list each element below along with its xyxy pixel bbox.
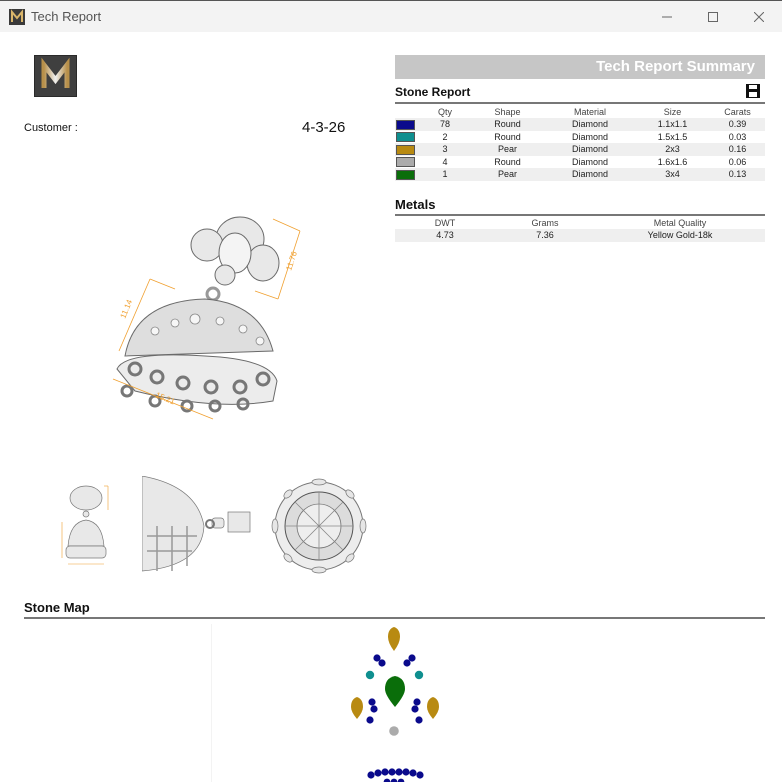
col-header-carats: Carats [724, 107, 751, 117]
size-cell: 1.1x1.1 [635, 118, 710, 131]
size-cell: 2x3 [635, 143, 710, 156]
minimize-icon [662, 12, 672, 22]
table-row[interactable] [395, 143, 765, 156]
col-header-metal-quality: Metal Quality [653, 218, 707, 228]
size-cell: 1.5x1.5 [657, 131, 688, 142]
metals-heading: Metals [395, 197, 436, 212]
col-header-dwt: DWT [434, 218, 456, 228]
shape-cell: Round [494, 131, 521, 142]
color-swatch [396, 157, 415, 167]
table-row[interactable] [395, 229, 765, 242]
table-row[interactable] [395, 131, 765, 144]
thumbnail-bottom-view[interactable] [270, 476, 368, 576]
col-header-qty: Qty [437, 107, 452, 117]
stone-map-heading: Stone Map [24, 600, 90, 615]
summary-header-bar [395, 55, 765, 79]
qty-cell: 3 [420, 143, 470, 156]
shape-cell: Round [494, 156, 521, 167]
col-header-shape: Shape [494, 107, 521, 117]
material-cell: Diamond [571, 131, 609, 142]
qty-cell: 2 [442, 131, 448, 142]
carats-cell: 0.16 [710, 143, 765, 156]
svg-text:11.76: 11.76 [284, 250, 299, 272]
jewelry-render-main [95, 201, 320, 431]
stone-report-heading: Stone Report [395, 85, 471, 99]
stone-report-table [395, 106, 765, 181]
minimize-button[interactable] [644, 1, 690, 32]
col-header-size: Size [663, 107, 682, 117]
stone-report-divider [395, 102, 765, 104]
company-logo [34, 55, 77, 97]
shape-cell: Pear [470, 143, 545, 156]
color-swatch [396, 170, 415, 180]
thumbnail-front-view[interactable] [58, 476, 114, 576]
shape-cell: Pear [470, 168, 545, 181]
col-header-grams: Grams [531, 218, 559, 228]
window-title: Tech Report [31, 9, 102, 24]
dwt-cell: 4.73 [395, 229, 495, 242]
color-swatch [396, 145, 415, 155]
col-header-swatch [395, 106, 420, 118]
report-date: 4-3-26 [302, 119, 346, 136]
table-row[interactable] [395, 156, 765, 169]
title-bar[interactable] [0, 1, 782, 32]
customer-label: Customer : [24, 122, 78, 134]
metal-quality-cell: Yellow Gold-18k [595, 229, 765, 242]
color-swatch [396, 120, 415, 130]
maximize-button[interactable] [690, 1, 736, 32]
color-swatch [396, 132, 415, 142]
qty-cell: 1 [420, 168, 470, 181]
grams-cell: 7.36 [495, 229, 595, 242]
maximize-icon [708, 12, 718, 22]
carats-cell: 0.39 [710, 118, 765, 131]
size-cell: 3x4 [635, 168, 710, 181]
col-header-material: Material [573, 107, 606, 117]
summary-title: Tech Report Summary [596, 58, 755, 75]
size-cell: 1.6x1.6 [657, 156, 688, 167]
stone-table-header [395, 106, 765, 118]
svg-text:15.21: 15.21 [154, 390, 177, 407]
stone-map-diagram [330, 621, 460, 782]
metals-divider [395, 214, 765, 216]
shape-cell: Round [470, 118, 545, 131]
app-logo-icon [9, 9, 25, 25]
table-row[interactable] [395, 168, 765, 181]
close-icon [754, 12, 764, 22]
metals-table [395, 217, 765, 242]
stone-map-divider [24, 617, 765, 619]
carats-cell: 0.06 [728, 156, 747, 167]
thumbnail-side-view[interactable] [142, 476, 252, 576]
material-cell: Diamond [545, 118, 635, 131]
table-row[interactable] [395, 118, 765, 131]
qty-cell: 4 [442, 156, 448, 167]
window-controls [644, 1, 782, 32]
save-icon[interactable] [746, 84, 760, 98]
metals-table-header [395, 217, 765, 229]
qty-cell: 78 [420, 118, 470, 131]
carats-cell: 0.13 [710, 168, 765, 181]
material-cell: Diamond [545, 143, 635, 156]
material-cell: Diamond [545, 168, 635, 181]
material-cell: Diamond [571, 156, 609, 167]
svg-text:11.14: 11.14 [118, 298, 135, 320]
carats-cell: 0.03 [728, 131, 747, 142]
close-button[interactable] [736, 1, 782, 32]
logo-m-icon [35, 56, 76, 96]
